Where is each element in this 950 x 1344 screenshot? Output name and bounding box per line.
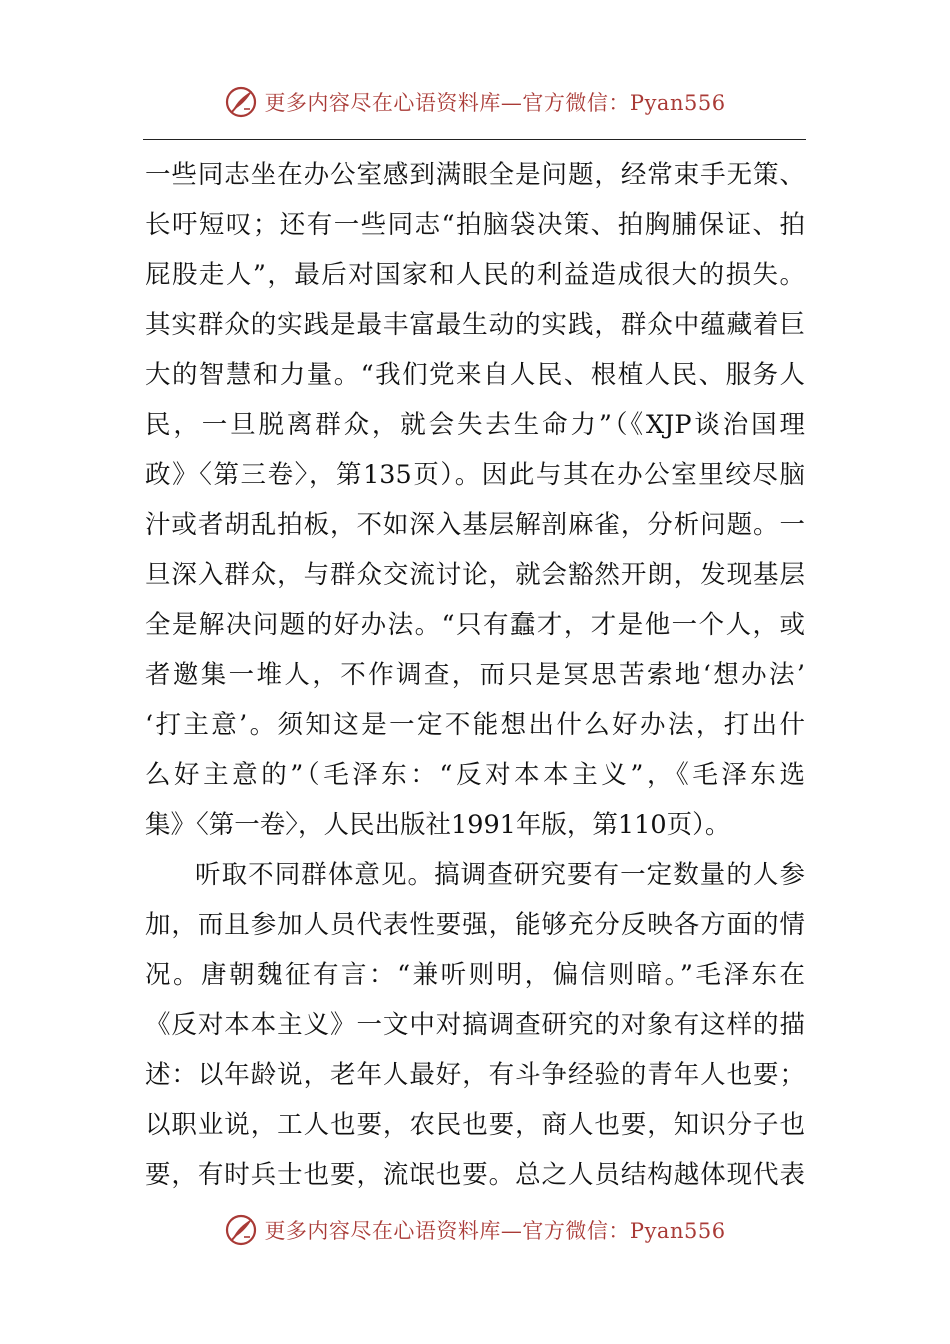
header-banner-text: 更多内容尽在心语资料库—官方微信：Pyan556 <box>264 91 726 115</box>
text-line: 长吁短叹；还有一些同志“拍脑袋决策、拍胸脯保证、拍 <box>145 210 805 240</box>
text-line: 况。唐朝魏征有言：“兼听则明，偏信则暗。”毛泽东在 <box>145 960 805 990</box>
text-line: 者邀集一堆人，不作调查，而只是冥思苦索地‘想办法’ <box>145 660 805 690</box>
text-line: 民，一旦脱离群众，就会失去生命力”（《XJP谈治国理 <box>145 410 805 440</box>
text-line: 述：以年龄说，老年人最好，有斗争经验的青年人也要； <box>145 1060 805 1090</box>
text-line: 一些同志坐在办公室感到满眼全是问题，经常束手无策、 <box>145 160 805 190</box>
text-line: 旦深入群众，与群众交流讨论，就会豁然开朗，发现基层 <box>145 560 805 590</box>
text-line: 《反对本本主义》一文中对搞调查研究的对象有这样的描 <box>145 1010 805 1040</box>
header-banner <box>0 82 950 122</box>
text-line: 其实群众的实践是最丰富最生动的实践，群众中蕴藏着巨 <box>145 310 805 340</box>
text-line: 么好主意的”（毛泽东：“反对本本主义”，《毛泽东选 <box>145 760 805 790</box>
feather-pen-logo-icon <box>224 1213 258 1247</box>
feather-pen-logo-icon <box>224 85 258 119</box>
text-line: 集》〈第一卷〉，人民出版社1991年版，第110页）。 <box>145 810 731 840</box>
text-line: 以职业说，工人也要，农民也要，商人也要，知识分子也 <box>145 1110 805 1140</box>
text-line: ‘打主意’。须知这是一定不能想出什么好办法，打出什 <box>145 710 805 740</box>
document-body <box>145 150 805 1200</box>
text-line: 大的智慧和力量。“我们党来自人民、根植人民、服务人 <box>145 360 805 390</box>
footer-banner-text: 更多内容尽在心语资料库—官方微信：Pyan556 <box>264 1219 726 1243</box>
text-line: 屁股走人”，最后对国家和人民的利益造成很大的损失。 <box>145 260 805 290</box>
text-line: 汁或者胡乱拍板，不如深入基层解剖麻雀，分析问题。一 <box>145 510 805 540</box>
text-line: 要，有时兵士也要，流氓也要。总之人员结构越体现代表 <box>145 1160 805 1190</box>
text-line: 政》〈第三卷〉，第135页）。因此与其在办公室里绞尽脑 <box>145 460 805 490</box>
footer-banner <box>0 1210 950 1250</box>
header-divider <box>143 139 806 140</box>
text-line: 全是解决问题的好办法。“只有蠢才，才是他一个人，或 <box>145 610 805 640</box>
text-line: 加，而且参加人员代表性要强，能够充分反映各方面的情 <box>145 910 805 940</box>
paragraph-first-line: 听取不同群体意见。搞调查研究要有一定数量的人参 <box>195 860 805 890</box>
